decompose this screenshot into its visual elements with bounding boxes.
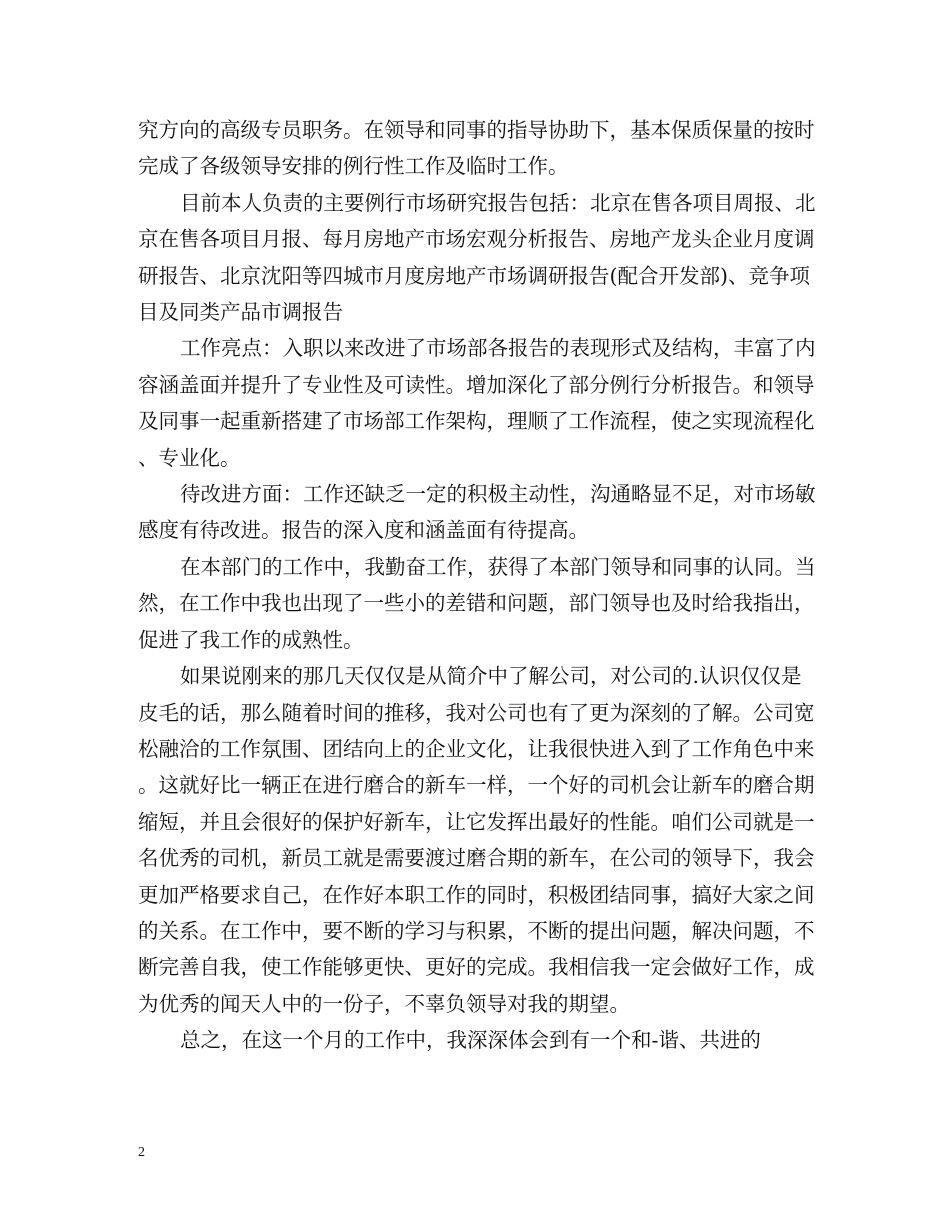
paragraph-improvements: 待改进方面：工作还缺乏一定的积极主动性，沟通略显不足，对市场敏感度有待改进。报告的深入度和涵盖面有待提高。 (138, 482, 816, 543)
paragraph-company-understanding: 如果说刚来的那几天仅仅是从简介中了解公司，对公司的.认识仅仅是皮毛的话，那么随着时间的推移，我对公司也有了更为深刻的了解。公司宽松融洽的工作氛围、团结向上的企业文化，让我很快进入到了工作角色中来。这就好比一辆正在进行磨合的新车一样，一个好的司机会让新车的磨合期缩短，并且会很好的保护好新车，让它发挥出最好的性能。咱们公司就是一名优秀的司机，新员工就是需要渡过磨合期的新车，在公司的领导下，我会更加严格要求自己，在作好本职工作的同时，积极团结同事，搞好大家之间的关系。在工作中，要不断的学习与积累，不断的提出问题，解决问题，不断完善自我，使工作能够更快、更好的完成。我相信我一定会做好工作，成为优秀的闻天人中的一份子，不辜负领导对我的期望。 (138, 664, 815, 1016)
paragraph-summary: 总之，在这一个月的工作中，我深深体会到有一个和-谐、共进的 (180, 1028, 761, 1053)
paragraph-routine-reports: 目前本人负责的主要例行市场研究报告包括：北京在售各项目周报、北京在售各项目月报、每月房地产市场宏观分析报告、房地产龙头企业月度调研报告、北京沈阳等四城市月度房地产市场调研报告(配合开发部)、竞争项目及同类产品市调报告 (138, 190, 816, 325)
paragraph-department-work: 在本部门的工作中，我勤奋工作，获得了本部门领导和同事的认同。当然，在工作中我也出现了一些小的差错和问题，部门领导也及时给我指出，促进了我工作的成熟性。 (138, 554, 816, 652)
page-number: 2 (138, 1145, 145, 1160)
paragraph-intro-continuation: 究方向的高级专员职务。在领导和同事的指导协助下，基本保质保量的按时完成了各级领导安排的例行性工作及临时工作。 (138, 118, 815, 179)
document-body (138, 112, 818, 1059)
paragraph-work-highlights: 工作亮点：入职以来改进了市场部各报告的表现形式及结构，丰富了内容涵盖面并提升了专业性及可读性。增加深化了部分例行分析报告。和领导及同事一起重新搭建了市场部工作架构，理顺了工作流程，使之实现流程化、专业化。 (138, 336, 816, 470)
